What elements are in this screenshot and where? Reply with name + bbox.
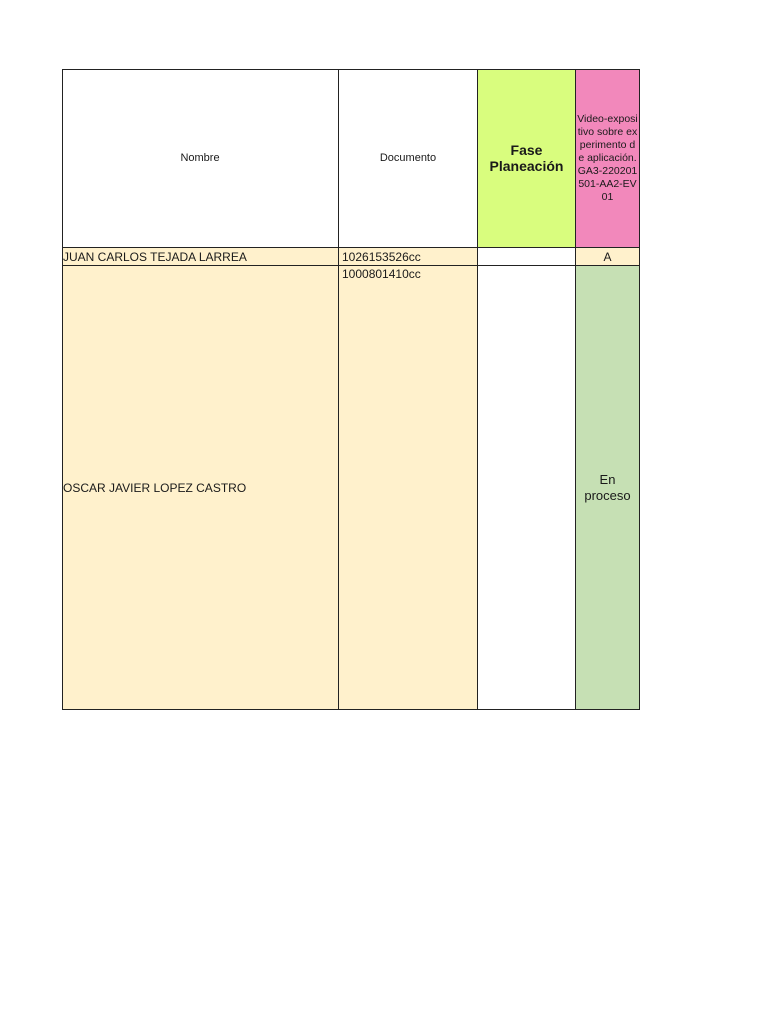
row1-nombre[interactable]: JUAN CARLOS TEJADA LARREA [62, 248, 339, 266]
row1-estado[interactable]: A [576, 248, 640, 266]
header-documento[interactable]: Documento [339, 69, 478, 248]
header-video-label: Video-expositivo sobre experimento de aplicación. GA3-220201501-AA2-EV01 [577, 112, 638, 203]
header-fase-planeacion[interactable]: Fase Planeación [478, 69, 576, 248]
header-video-expositivo[interactable] [576, 69, 640, 248]
row2-documento[interactable]: 1000801410cc [339, 266, 478, 710]
header-nombre[interactable]: Nombre [62, 69, 339, 248]
row2-estado[interactable]: En proceso [576, 266, 640, 710]
row2-nombre[interactable]: OSCAR JAVIER LOPEZ CASTRO [62, 266, 339, 710]
row1-fase[interactable] [478, 248, 576, 266]
grades-table [62, 69, 640, 710]
row1-documento[interactable]: 1026153526cc [339, 248, 478, 266]
row2-fase[interactable] [478, 266, 576, 710]
